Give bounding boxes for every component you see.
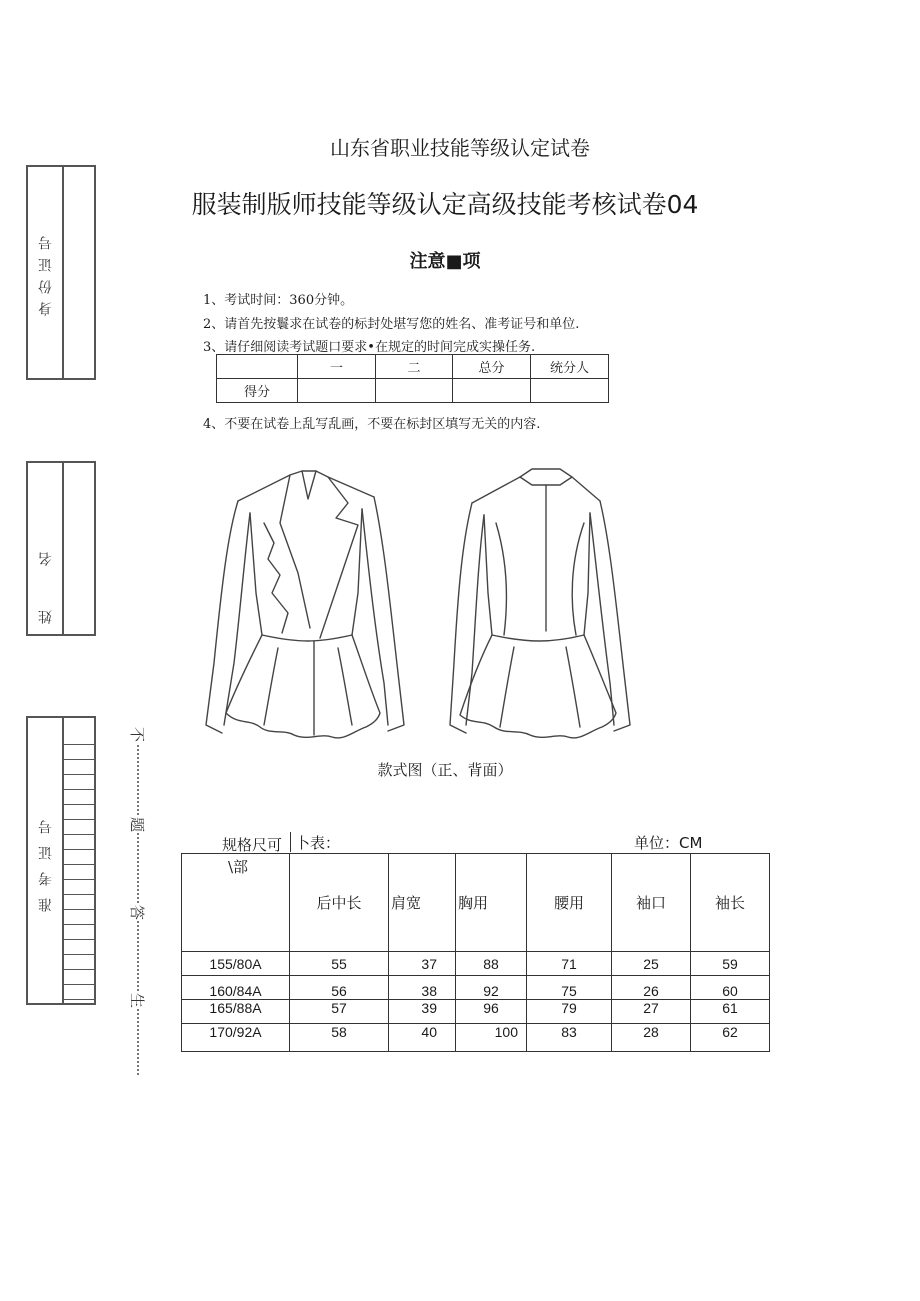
rule-3: 3、请仔细阅读考试题口要求•在规定的时间完成实操任务.: [203, 340, 536, 355]
score-cell-scorer[interactable]: [531, 379, 609, 403]
spec-value: 61: [691, 1000, 770, 1024]
spec-value: 83: [527, 1024, 612, 1052]
spec-title: 规格尺可: [222, 836, 283, 854]
seal-char-2: 题: [128, 816, 147, 833]
seal-char-1: 不: [128, 726, 147, 743]
province-title: 山东省职业技能等级认定试卷: [330, 136, 590, 160]
spec-header-sleeve: 袖长: [691, 854, 770, 952]
spec-value: 39: [389, 1000, 456, 1024]
spec-value: 37: [389, 952, 456, 976]
spec-row-2: [182, 976, 770, 1000]
spec-value: 28: [612, 1024, 691, 1052]
score-header-1: 一: [298, 355, 376, 379]
spec-value: 27: [612, 1000, 691, 1024]
exam-number-label: 准考证号: [38, 808, 54, 912]
spec-header-waist: 腰用: [527, 854, 612, 952]
seal-char-3: 答: [128, 904, 147, 921]
spec-size: 160/84A: [182, 976, 290, 1000]
spec-value: 96: [456, 1000, 527, 1024]
figure-caption: 款式图（正、背面）: [377, 761, 513, 779]
spec-header-shoulder: 肩宽: [389, 854, 456, 952]
spec-row-1: [182, 952, 770, 976]
spec-corner-label: \部: [228, 858, 249, 876]
spec-row-3: [182, 1000, 770, 1024]
spec-value: 79: [527, 1000, 612, 1024]
spec-value: 55: [290, 952, 389, 976]
spec-value: 26: [612, 976, 691, 1000]
rule-1: 1、考试时间：360分钟。: [203, 293, 354, 308]
spec-size: 170/92A: [182, 1024, 290, 1052]
spec-value: 60: [691, 976, 770, 1000]
spec-table: [181, 853, 770, 1052]
jacket-back-sketch: [448, 463, 648, 745]
spec-value: 62: [691, 1024, 770, 1052]
score-cell-total[interactable]: [453, 379, 531, 403]
score-cell-1[interactable]: [298, 379, 376, 403]
notice-heading: 注意■项: [409, 251, 481, 272]
seal-char-4: 生: [128, 992, 147, 1009]
spec-value: 88: [456, 952, 527, 976]
spec-value: 56: [290, 976, 389, 1000]
spec-value: 25: [612, 952, 691, 976]
score-header-total: 总分: [453, 355, 531, 379]
spec-unit: 单位：CM: [634, 834, 703, 852]
spec-size: 165/88A: [182, 1000, 290, 1024]
spec-header-chest: 胸用: [456, 854, 527, 952]
jacket-front-sketch: [198, 463, 413, 745]
score-row-label: 得分: [217, 379, 298, 403]
spec-value: 75: [527, 976, 612, 1000]
spec-size: 155/80A: [182, 952, 290, 976]
spec-value: 58: [290, 1024, 389, 1052]
spec-header-cuff: 袖口: [612, 854, 691, 952]
spec-value: 40: [389, 1024, 456, 1052]
exam-title: 服装制版师技能等级认定高级技能考核试卷04: [191, 190, 699, 219]
spec-header-back-length: 后中长: [290, 854, 389, 952]
score-header-blank: [217, 355, 298, 379]
spec-value: 38: [389, 976, 456, 1000]
spec-value: 92: [456, 976, 527, 1000]
spec-title-suffix: 卜表：: [295, 834, 341, 852]
rule-4: 4、不要在试卷上乱写乱画，不要在标封区填写无关的内容.: [203, 417, 541, 432]
spec-title-divider: [290, 832, 291, 852]
name-label: 姓名: [38, 508, 54, 624]
score-header-2: 二: [376, 355, 453, 379]
rule-2: 2、请首先按鬟求在试卷的标封处堪写您的姓名、准考证号和单位.: [203, 317, 580, 332]
score-cell-2[interactable]: [376, 379, 453, 403]
score-header-scorer: 统分人: [531, 355, 609, 379]
spec-value: 71: [527, 952, 612, 976]
spec-value: 57: [290, 1000, 389, 1024]
spec-row-4: [182, 1024, 770, 1052]
id-number-label: 身份证号: [38, 228, 54, 316]
spec-value: 59: [691, 952, 770, 976]
name-field[interactable]: [62, 463, 94, 634]
spec-corner-cell: [182, 854, 290, 952]
spec-value: 100: [456, 1024, 527, 1052]
score-table: [216, 354, 609, 403]
